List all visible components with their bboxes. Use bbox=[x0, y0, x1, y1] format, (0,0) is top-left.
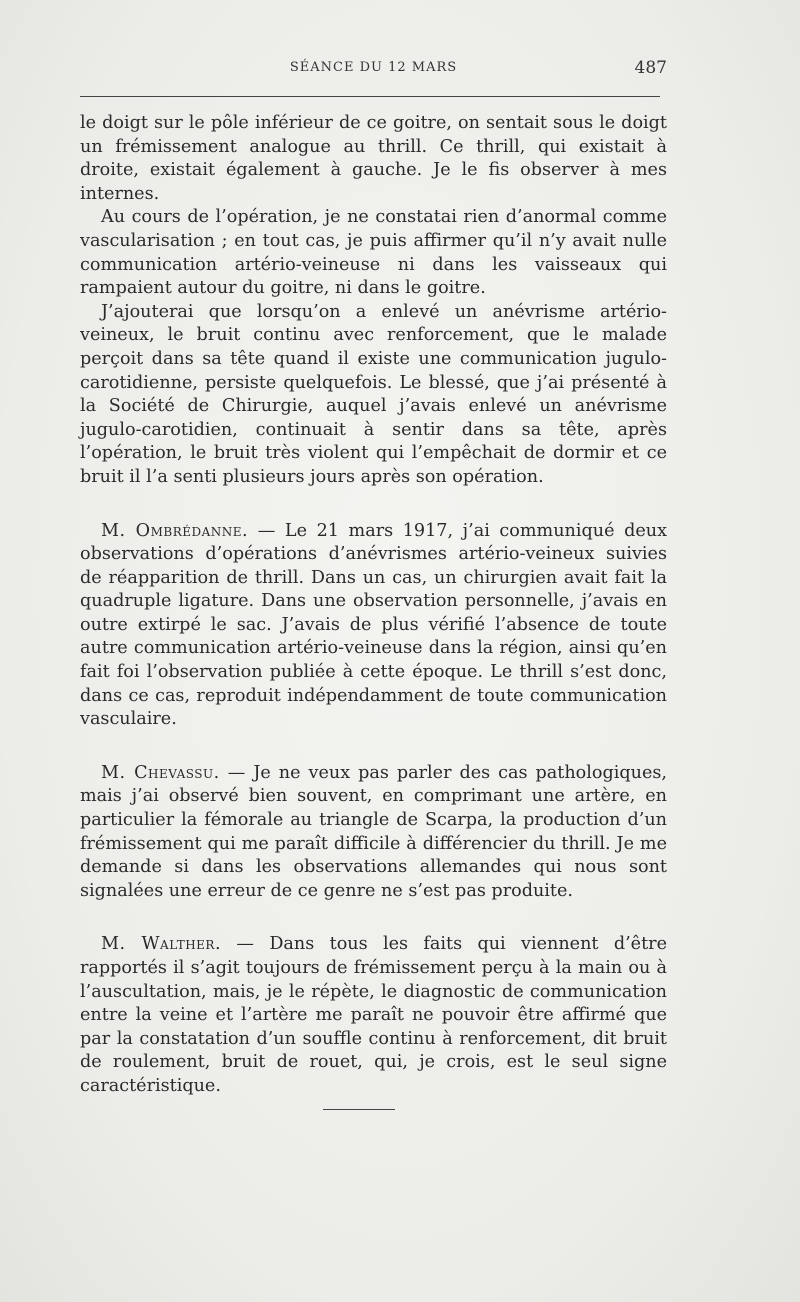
paragraph-text: — Dans tous les faits qui viennent d’être rapportés il s’agit toujours de frémissement perçu à la main ou à l’auscultation, mais, je le répète, le diagnostic de communication entre la veine et l’artère me paraît ne pouvoir être affirmé que par la constatation d’un souffle continu à renforcement, dit bruit de roulement, bruit de rouet, qui, je crois, est le seul signe caractéristique. bbox=[80, 934, 667, 1096]
paragraph: le doigt sur le pôle inférieur de ce goitre, on sentait sous le doigt un frémissement analogue au thrill. Ce thrill, qui existait à droite, existait également à gauche. Je le fis observer à mes internes. bbox=[80, 113, 667, 204]
speaker-name: M. Walther. bbox=[101, 934, 222, 955]
end-rule bbox=[323, 1109, 395, 1110]
paragraph: Au cours de l’opération, je ne constatai rien d’anormal comme vascularisation ; en tout cas, je puis affirmer qu’il n’y avait nulle communication artério-veineuse ni dans les vaisseaux qui rampaient autour du goitre, ni dans le goitre. bbox=[80, 207, 667, 299]
speaker-name: M. Ombrédanne. bbox=[101, 520, 249, 541]
discussion-walther bbox=[80, 933, 667, 1098]
running-title: SÉANCE DU 12 MARS bbox=[289, 60, 458, 75]
paragraph-text: — Le 21 mars 1917, j’ai communiqué deux observations d’opérations d’anévrismes artério-veineux suivies de réapparition de thrill. Dans un cas, un chirurgien avait fait la quadruple ligature. Dans une observation personnelle, j’avais en outre extirpé le sac. J’avais de plus vérifié l’absence de toute autre communication artério-veineuse dans la région, ainsi qu’en fait foi l’observation publiée à cette époque. Le thrill s’est donc, dans ce cas, reproduit indépendamment de toute communication vasculaire. bbox=[80, 520, 667, 730]
header-rule bbox=[80, 96, 660, 97]
discussion-ombredanne bbox=[80, 520, 667, 732]
discussion-chevassu bbox=[80, 762, 667, 904]
page-header bbox=[80, 60, 667, 84]
speaker-name: M. Chevassu. bbox=[101, 762, 220, 783]
page-number: 487 bbox=[634, 58, 667, 78]
paragraph: J’ajouterai que lorsqu’on a enlevé un anévrisme artério-veineux, le bruit continu avec renforcement, que le malade perçoit dans sa tête quand il existe une communication jugulo-carotidienne, persiste quelquefois. Le blessé, que j’ai présenté à la Société de Chirurgie, auquel j’avais enlevé un anévrisme jugulo-carotidien, continuait à sentir dans sa tête, après l’opération, le bruit très violent qui l’empêchait de dormir et ce bruit il l’a senti plusieurs jours après son opération. bbox=[80, 301, 667, 487]
body-text bbox=[80, 112, 667, 1099]
paragraph-text: — Je ne veux pas parler des cas pathologiques, mais j’ai observé bien souvent, en comprimant une artère, en particulier la fémorale au triangle de Scarpa, la production d’un frémissement qui me paraît difficile à différencier du thrill. Je me demande si dans les observations allemandes qui nous sont signalées une erreur de ce genre ne s’est pas produite. bbox=[80, 762, 668, 901]
